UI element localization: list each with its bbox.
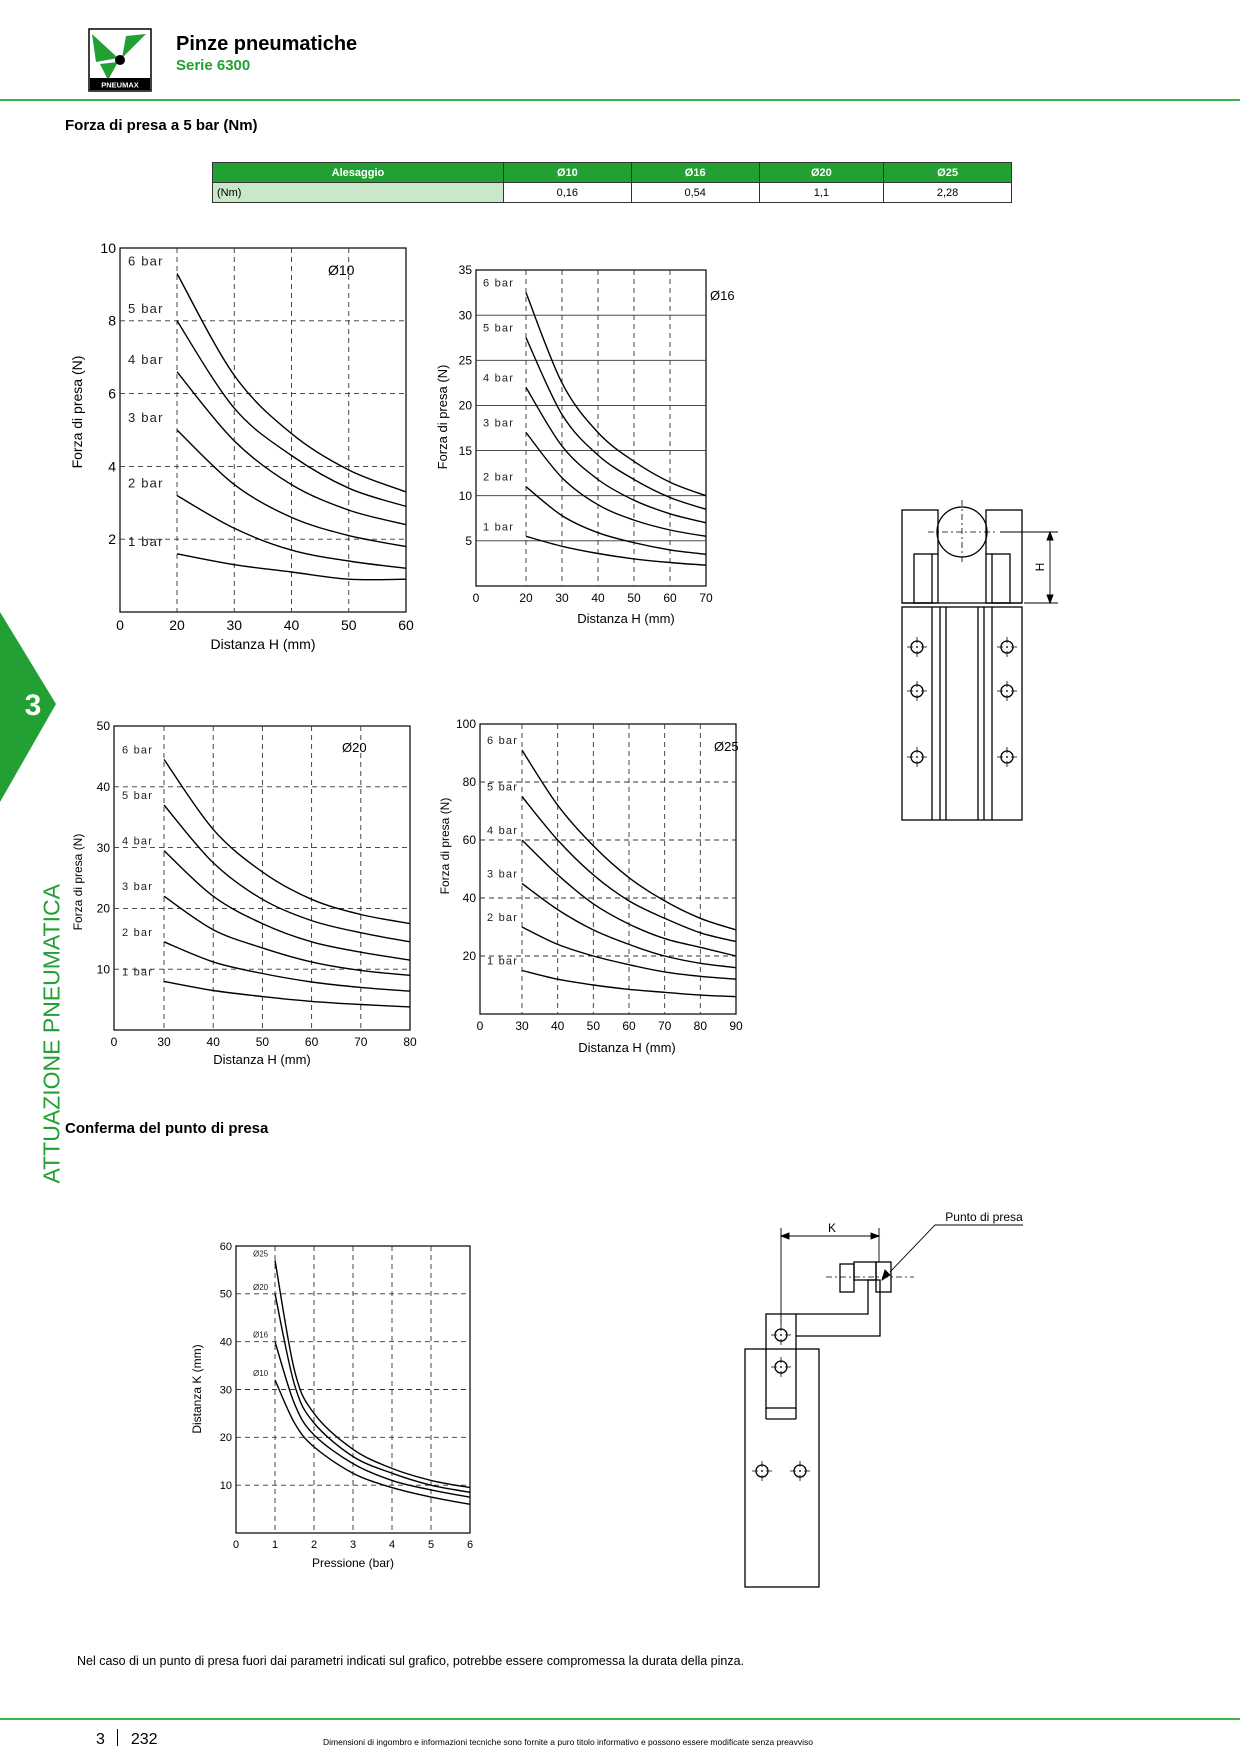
- series-label: Ø20: [253, 1282, 269, 1292]
- x-tick-label: 70: [657, 1019, 672, 1033]
- table-cell: 2,28: [884, 183, 1012, 203]
- x-tick-label: 50: [586, 1019, 601, 1033]
- chart-xlabel: Pressione (bar): [311, 1556, 395, 1570]
- chart-ylabel: Forza di presa (N): [69, 355, 85, 469]
- y-tick-label: 40: [96, 780, 110, 794]
- x-tick-label: 60: [304, 1035, 319, 1049]
- x-tick-label: 20: [519, 591, 533, 605]
- chapter-tab-number: 3: [24, 689, 42, 722]
- y-tick-label: 20: [96, 901, 110, 916]
- footer-divider: [0, 1718, 1240, 1720]
- chapter-tab: [0, 612, 56, 802]
- chart-frame: [480, 724, 736, 1014]
- x-tick-label: 30: [157, 1035, 171, 1049]
- series-label: 2 bar: [128, 475, 164, 491]
- x-tick-label: 80: [403, 1035, 417, 1049]
- y-tick-label: 4: [108, 458, 116, 475]
- table-cell: 1,1: [759, 183, 884, 203]
- y-tick-label: 5: [465, 534, 472, 549]
- grip-point-label: Punto di presa: [945, 1210, 1023, 1224]
- x-tick-label: 30: [515, 1019, 529, 1033]
- chart-ylabel: Forza di presa (N): [71, 833, 85, 931]
- x-tick-label: 50: [627, 591, 641, 605]
- table-cell: 0,54: [631, 183, 759, 203]
- y-tick-label: 2: [108, 531, 116, 548]
- chart-d10: [60, 236, 420, 656]
- series-label: 3 bar: [483, 417, 515, 430]
- y-tick-label: 10: [100, 239, 116, 256]
- y-tick-label: 10: [458, 488, 472, 503]
- x-tick-label: 60: [398, 617, 414, 633]
- series-label: Ø10: [253, 1368, 269, 1378]
- x-tick-label: 4: [388, 1539, 396, 1551]
- y-tick-label: 80: [462, 775, 476, 790]
- series-label: 3 bar: [122, 881, 154, 894]
- x-tick-label: 0: [110, 1035, 118, 1049]
- series-label: 5 bar: [122, 790, 154, 803]
- y-tick-label: 100: [455, 717, 476, 732]
- series-line-Ø20: [275, 1294, 470, 1493]
- y-tick-label: 35: [458, 263, 472, 278]
- x-tick-label: 5: [427, 1539, 435, 1551]
- series-label: 6 bar: [483, 277, 515, 290]
- x-tick-label: 2: [310, 1539, 318, 1551]
- chart-ticks: [459, 263, 713, 605]
- x-tick-label: 70: [699, 591, 713, 605]
- y-tick-label: 40: [462, 891, 476, 906]
- chart-xlabel: Distanza H (mm): [577, 611, 675, 626]
- x-tick-label: 50: [255, 1035, 270, 1049]
- bore-torque-table: [212, 162, 1012, 203]
- y-tick-label: 30: [96, 840, 110, 855]
- chart-series-labels: [253, 1249, 269, 1378]
- chart-title: Ø10: [328, 262, 355, 278]
- x-tick-label: 30: [555, 591, 569, 605]
- y-tick-label: 20: [219, 1432, 232, 1445]
- chart-curves: [177, 274, 406, 580]
- chart-curves: [275, 1260, 470, 1504]
- header-divider: [0, 99, 1240, 101]
- chart-xlabel: Distanza H (mm): [578, 1040, 676, 1055]
- chart-title: Ø16: [710, 288, 735, 303]
- series-line-6-bar: [526, 293, 706, 496]
- series-label: 1 bar: [483, 521, 515, 534]
- x-tick-label: 0: [116, 617, 124, 633]
- series-label: 2 bar: [122, 926, 154, 939]
- grip-point-drawing: [730, 1205, 1050, 1600]
- x-tick-label: 3: [349, 1539, 357, 1551]
- y-tick-label: 8: [108, 312, 116, 329]
- series-label: 6 bar: [487, 735, 519, 748]
- x-tick-label: 0: [232, 1539, 240, 1551]
- chart-grid: [114, 726, 410, 1030]
- logo-text: PNEUMAX: [101, 80, 139, 90]
- x-tick-label: 70: [354, 1035, 368, 1049]
- y-tick-label: 50: [96, 719, 110, 734]
- chart-title: Ø25: [714, 739, 739, 754]
- x-tick-label: 0: [476, 1019, 484, 1033]
- section-title-grip-force: Forza di presa a 5 bar (Nm): [65, 117, 258, 134]
- series-line-1-bar: [164, 981, 410, 1007]
- series-label: 4 bar: [128, 351, 164, 367]
- chart-d20: [64, 716, 424, 1076]
- x-tick-label: 80: [693, 1019, 708, 1033]
- chart-grid: [480, 724, 736, 1014]
- series-line-4-bar: [164, 851, 410, 961]
- y-tick-label: 10: [219, 1480, 232, 1493]
- chart-ticks: [100, 240, 414, 633]
- chart-title: Ø20: [342, 740, 367, 755]
- footer-chapter: 3: [96, 1731, 105, 1748]
- table-header: Ø16: [631, 163, 759, 183]
- x-tick-label: 90: [729, 1019, 743, 1033]
- series-label: 2 bar: [487, 912, 519, 924]
- table-header-row: [213, 163, 1012, 183]
- series-label: 3 bar: [487, 868, 519, 881]
- x-tick-label: 1: [271, 1539, 279, 1551]
- section-title-grip-point: Conferma del punto di presa: [65, 1120, 269, 1137]
- page-title: Pinze pneumatiche: [176, 33, 358, 55]
- x-tick-label: 6: [466, 1539, 474, 1551]
- series-label: Ø16: [253, 1330, 269, 1340]
- chart-curves: [526, 293, 706, 566]
- table-header: Alesaggio: [213, 163, 504, 183]
- table-header: Ø10: [503, 163, 631, 183]
- series-label: 4 bar: [122, 835, 154, 848]
- dimension-label-h: H: [1033, 562, 1047, 572]
- series-label: 6 bar: [128, 253, 164, 269]
- y-tick-label: 50: [219, 1288, 232, 1301]
- series-line-6-bar: [164, 759, 410, 923]
- chart-bar-labels: [128, 253, 164, 548]
- chart-d16: [430, 262, 790, 632]
- x-tick-label: 40: [283, 617, 300, 633]
- chapter-side-label: ATTUAZIONE PNEUMATICA: [38, 884, 65, 1184]
- y-tick-label: 40: [219, 1336, 232, 1349]
- series-label: 2 bar: [483, 471, 515, 484]
- series-label: Ø25: [253, 1249, 269, 1259]
- series-line-1-bar: [522, 971, 736, 997]
- chart-distance-k: [190, 1236, 496, 1576]
- series-label: 4 bar: [487, 825, 519, 837]
- chart-xlabel: Distanza H (mm): [210, 636, 316, 652]
- chart-ylabel: Distanza K (mm): [190, 1344, 204, 1434]
- y-tick-label: 60: [219, 1240, 232, 1253]
- grip-point-note: Nel caso di un punto di presa fuori dai parametri indicati sul grafico, potrebbe essere compromessa la durata della pinza.: [77, 1654, 745, 1668]
- x-tick-label: 40: [206, 1035, 220, 1049]
- series-label: 5 bar: [128, 300, 164, 316]
- x-tick-label: 40: [591, 591, 605, 605]
- chart-grid: [236, 1246, 470, 1533]
- x-tick-label: 0: [472, 591, 480, 605]
- y-tick-label: 20: [458, 398, 472, 413]
- footer-page-number: 232: [130, 1731, 158, 1748]
- page-number: [96, 1729, 158, 1749]
- y-tick-label: 20: [462, 949, 476, 964]
- series-line-Ø25: [275, 1260, 470, 1487]
- x-tick-label: 60: [622, 1019, 636, 1033]
- x-tick-label: 50: [340, 617, 357, 633]
- series-label: 5 bar: [487, 781, 519, 794]
- footer-disclaimer: Dimensioni di ingombro e informazioni tecniche sono fornite a puro titolo informativo e possono essere modificate senza preavviso: [323, 1737, 813, 1747]
- series-line-4-bar: [526, 387, 706, 522]
- chart-d25: [432, 716, 792, 1066]
- series-label: 6 bar: [122, 744, 154, 757]
- y-tick-label: 6: [108, 385, 116, 402]
- chart-xlabel: Distanza H (mm): [213, 1052, 311, 1067]
- y-tick-label: 30: [219, 1384, 232, 1397]
- table-row: [213, 183, 1012, 203]
- series-line-2-bar: [164, 942, 410, 991]
- table-header: Ø20: [759, 163, 884, 183]
- series-subtitle: Serie 6300: [176, 57, 251, 74]
- series-label: 1 bar: [487, 955, 519, 968]
- pneumax-logo: [88, 28, 152, 92]
- table-row-label: (Nm): [213, 183, 504, 203]
- table-header: Ø25: [884, 163, 1012, 183]
- x-tick-label: 60: [663, 591, 677, 605]
- series-label: 1 bar: [122, 966, 154, 979]
- series-label: 1 bar: [128, 533, 164, 549]
- y-tick-label: 15: [458, 443, 472, 458]
- y-tick-label: 30: [458, 308, 472, 323]
- chart-bar-labels: [122, 744, 153, 978]
- gripper-drawing-h: [890, 495, 1070, 835]
- series-line-5-bar: [164, 805, 410, 942]
- dimension-label-k: K: [827, 1221, 837, 1235]
- series-label: 3 bar: [128, 410, 164, 425]
- chart-ylabel: Forza di presa (N): [435, 364, 450, 470]
- x-tick-label: 30: [226, 617, 243, 633]
- series-label: 4 bar: [483, 372, 515, 385]
- chart-ylabel: Forza di presa (N): [438, 797, 452, 895]
- y-tick-label: 60: [462, 833, 476, 848]
- y-tick-label: 25: [458, 353, 472, 368]
- chart-curves: [164, 759, 410, 1007]
- y-tick-label: 10: [96, 962, 110, 977]
- series-line-Ø16: [275, 1342, 470, 1497]
- x-tick-label: 40: [550, 1019, 565, 1033]
- table-cell: 0,16: [503, 183, 631, 203]
- x-tick-label: 20: [169, 617, 185, 633]
- series-label: 5 bar: [483, 322, 515, 335]
- footer-separator: [117, 1729, 118, 1746]
- chart-bar-labels: [487, 735, 518, 967]
